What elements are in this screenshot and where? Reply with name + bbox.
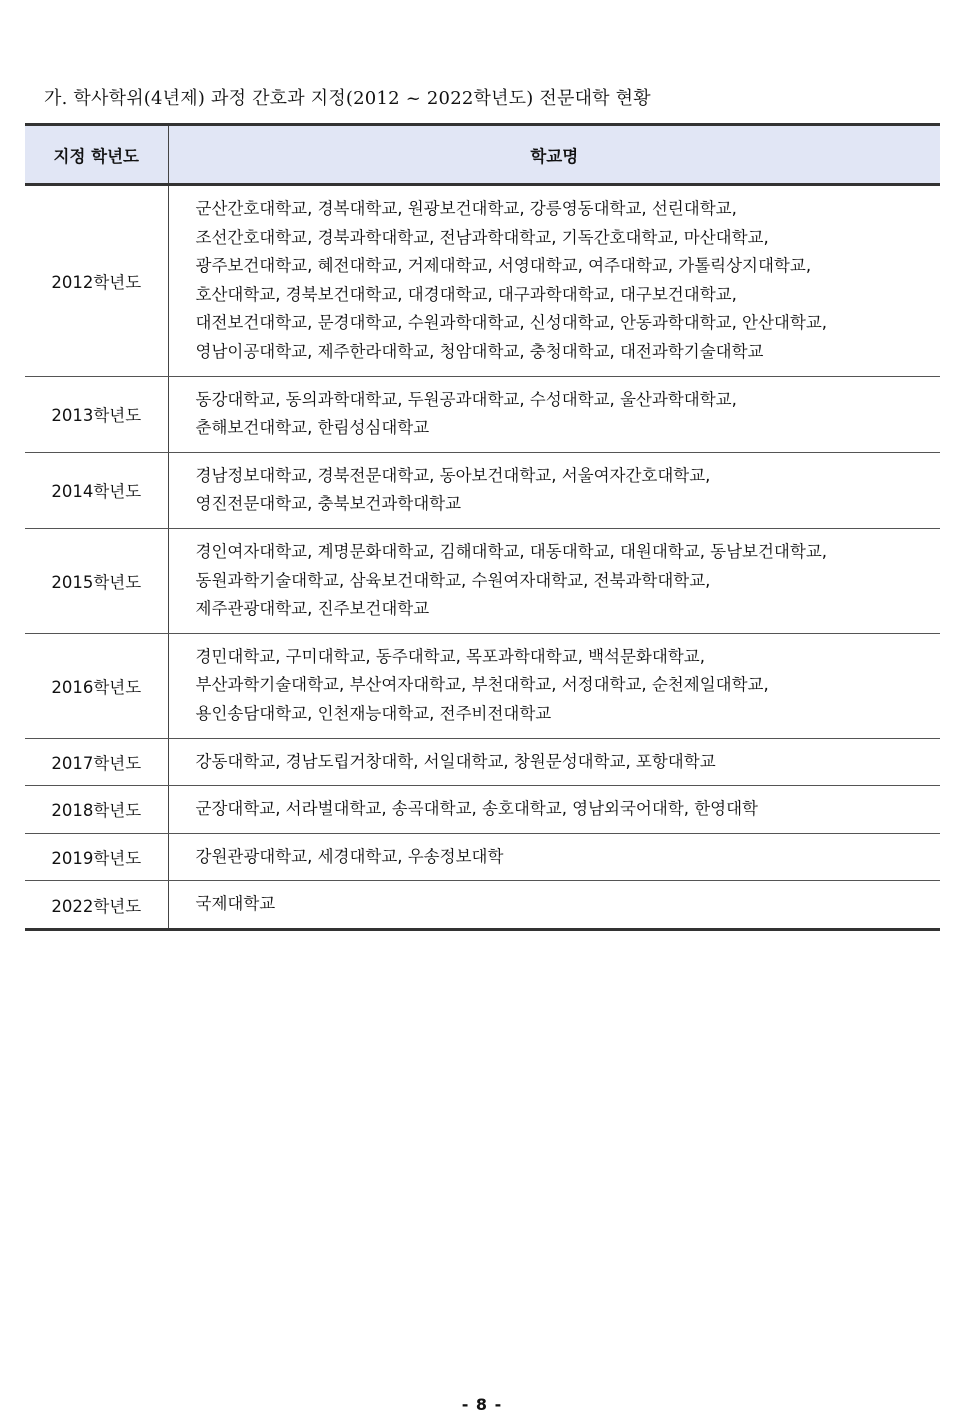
- designation-year: 2018학년도: [25, 786, 168, 834]
- table-row: [25, 738, 940, 786]
- school-names-line: 제주관광대학교, 진주보건대학교: [195, 599, 430, 619]
- school-names-line: 부산과학기술대학교, 부산여자대학교, 부천대학교, 서정대학교, 순천제일대학교,: [195, 675, 769, 695]
- designation-year: 2015학년도: [25, 528, 168, 633]
- school-names-line: 대전보건대학교, 문경대학교, 수원과학대학교, 신성대학교, 안동과학대학교, 안산대학교,: [195, 313, 827, 333]
- designation-year: 2014학년도: [25, 452, 168, 528]
- table-row: [25, 185, 940, 377]
- school-names: [168, 452, 940, 528]
- page-number: - 8 -: [461, 1395, 503, 1414]
- school-names-line: 강동대학교, 경남도립거창대학, 서일대학교, 창원문성대학교, 포항대학교: [195, 751, 716, 771]
- table-row: [25, 786, 940, 834]
- table-body: [25, 185, 940, 930]
- designation-year: 2017학년도: [25, 738, 168, 786]
- school-names: [168, 376, 940, 452]
- table-row: [25, 633, 940, 738]
- designation-year: 2022학년도: [25, 881, 168, 930]
- school-names: [168, 786, 940, 834]
- school-names-line: 동강대학교, 동의과학대학교, 두원공과대학교, 수성대학교, 울산과학대학교,: [195, 389, 737, 409]
- designation-year: 2016학년도: [25, 633, 168, 738]
- header-year: 지정 학년도: [25, 125, 168, 185]
- school-names: [168, 881, 940, 930]
- school-names-line: 국제대학교: [195, 894, 276, 914]
- header-schools: 학교명: [168, 125, 940, 185]
- school-names-line: 경남정보대학교, 경북전문대학교, 동아보건대학교, 서울여자간호대학교,: [195, 465, 711, 485]
- school-names-line: 경인여자대학교, 계명문화대학교, 김해대학교, 대동대학교, 대원대학교, 동남보건대학교,: [195, 541, 827, 561]
- table-row: [25, 528, 940, 633]
- school-names: [168, 833, 940, 881]
- table-row: [25, 452, 940, 528]
- school-names-line: 춘해보건대학교, 한림성심대학교: [195, 418, 430, 438]
- school-names-line: 영남이공대학교, 제주한라대학교, 청암대학교, 충청대학교, 대전과학기술대학교: [195, 341, 764, 361]
- school-names: [168, 633, 940, 738]
- table-row: [25, 376, 940, 452]
- school-names-line: 군장대학교, 서라벌대학교, 송곡대학교, 송호대학교, 영남외국어대학, 한영대학: [195, 799, 758, 819]
- school-names: [168, 185, 940, 377]
- school-names-line: 경민대학교, 구미대학교, 동주대학교, 목포과학대학교, 백석문화대학교,: [195, 646, 705, 666]
- school-names-line: 강원관광대학교, 세경대학교, 우송정보대학: [195, 846, 504, 866]
- table-row: [25, 833, 940, 881]
- school-names-line: 군산간호대학교, 경복대학교, 원광보건대학교, 강릉영동대학교, 선린대학교,: [195, 199, 737, 218]
- school-names-line: 동원과학기술대학교, 삼육보건대학교, 수원여자대학교, 전북과학대학교,: [195, 570, 711, 590]
- school-names-line: 광주보건대학교, 혜전대학교, 거제대학교, 서영대학교, 여주대학교, 가톨릭상지대학교,: [195, 256, 812, 276]
- designation-year: 2013학년도: [25, 376, 168, 452]
- school-names-line: 영진전문대학교, 충북보건과학대학교: [195, 494, 462, 514]
- school-names: [168, 738, 940, 786]
- school-names-line: 용인송담대학교, 인천재능대학교, 전주비전대학교: [195, 703, 552, 723]
- table-header-row: [25, 125, 940, 185]
- school-names: [168, 528, 940, 633]
- designation-year: 2019학년도: [25, 833, 168, 881]
- designation-table: [25, 123, 940, 931]
- section-heading: 가. 학사학위(4년제) 과정 간호과 지정(2012 ~ 2022학년도) 전문대학 현황: [44, 88, 651, 109]
- table-row: [25, 881, 940, 930]
- school-names-line: 조선간호대학교, 경북과학대학교, 전남과학대학교, 기독간호대학교, 마산대학교,: [195, 227, 769, 247]
- school-names-line: 호산대학교, 경북보건대학교, 대경대학교, 대구과학대학교, 대구보건대학교,: [195, 284, 737, 304]
- designation-year: 2012학년도: [25, 185, 168, 377]
